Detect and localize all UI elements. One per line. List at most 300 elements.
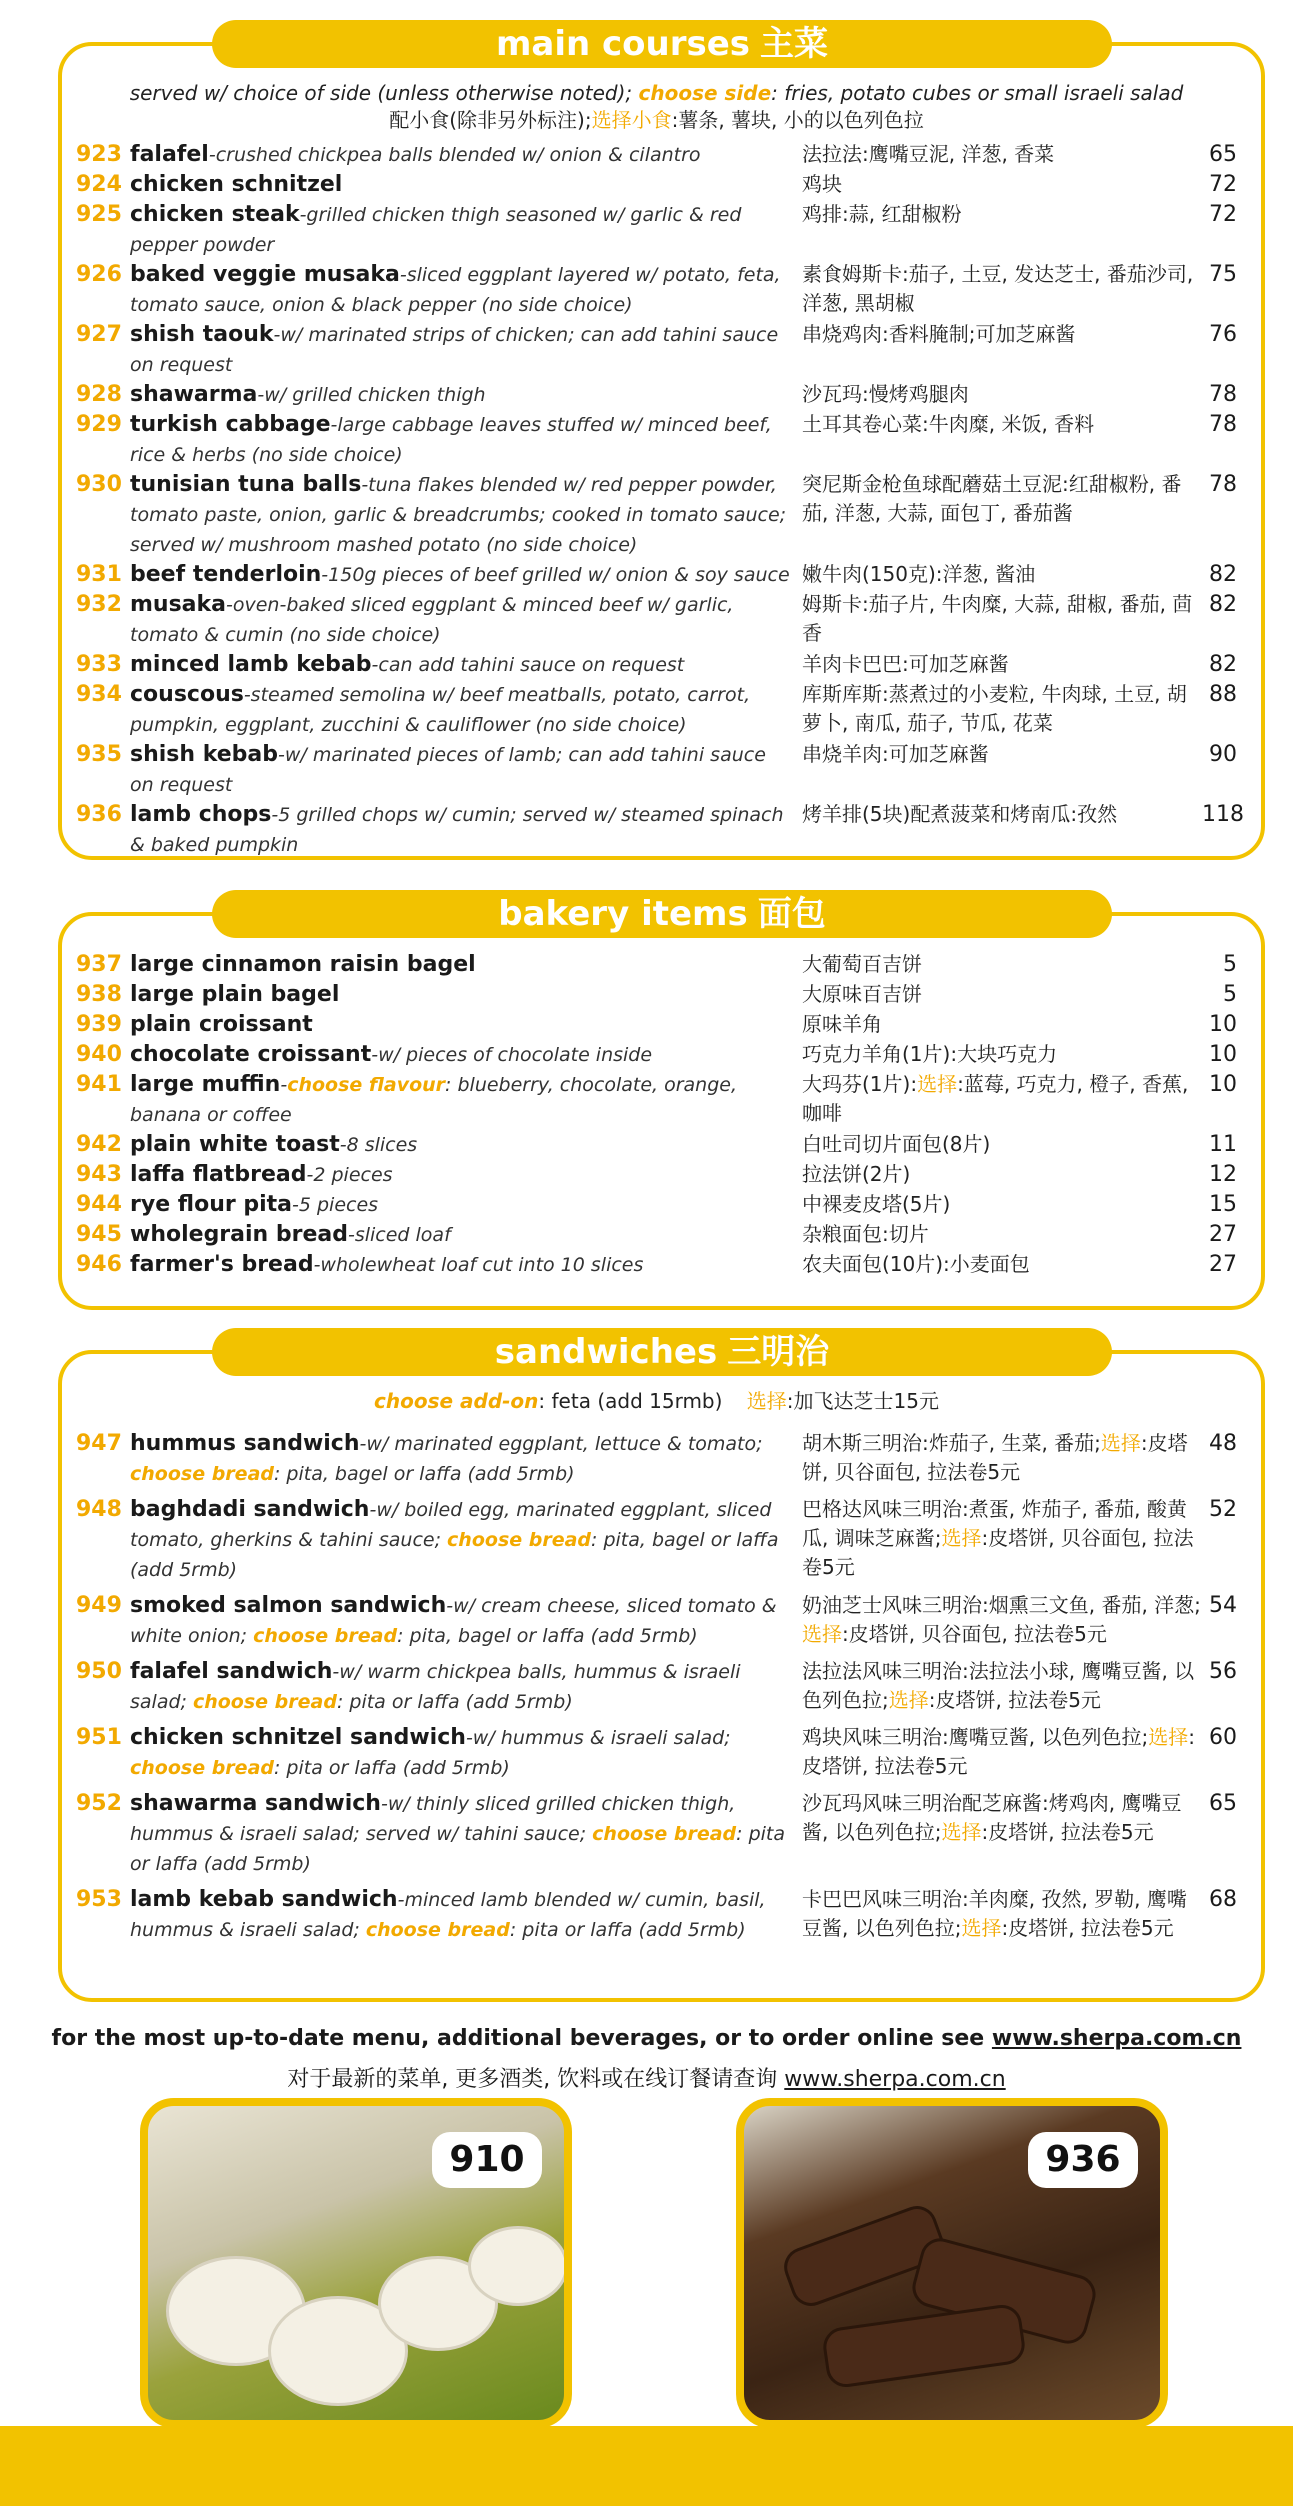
item-english xyxy=(130,320,802,380)
item-chinese xyxy=(802,650,1202,679)
menu-item xyxy=(76,1657,1237,1717)
item-chinese xyxy=(802,320,1202,349)
item-chinese xyxy=(802,1657,1202,1715)
item-name: smoked salmon sandwich xyxy=(130,1593,447,1618)
item-english xyxy=(130,1495,802,1585)
item-number: 924 xyxy=(76,172,122,197)
item-english xyxy=(130,1723,802,1783)
item-description-text: -w/ thinly sliced grilled chicken thigh, hummus & israeli salad; served w/ tahini sauce; xyxy=(130,1793,736,1845)
item-number: 928 xyxy=(76,382,122,407)
item-price: 82 xyxy=(1209,562,1237,587)
item-price: 88 xyxy=(1209,682,1237,707)
item-name: beef tenderloin xyxy=(130,562,322,587)
menu-item xyxy=(76,470,1237,560)
item-chinese-text: 中裸麦皮塔(5片) xyxy=(802,1192,951,1216)
item-description xyxy=(307,1164,393,1186)
item-chinese-text: 鸡块 xyxy=(802,172,842,196)
item-number: 926 xyxy=(76,262,122,287)
item-description xyxy=(257,384,485,406)
footer-url-link-zh[interactable]: www.sherpa.com.cn xyxy=(784,2067,1006,2092)
item-english xyxy=(130,1250,802,1280)
menu-item xyxy=(76,260,1237,320)
item-chinese-text: 大原味百吉饼 xyxy=(802,982,922,1006)
item-name: lamb chops xyxy=(130,802,272,827)
item-chinese-text: :皮塔饼, 拉法卷5元 xyxy=(981,1820,1154,1844)
item-description-highlight: choose flavour xyxy=(287,1074,446,1096)
item-price: 82 xyxy=(1209,592,1237,617)
item-price: 72 xyxy=(1209,172,1237,197)
sandwiches-title-zh: 三明治 xyxy=(727,1332,830,1372)
footer-text-en xyxy=(0,2026,1293,2051)
item-chinese xyxy=(802,950,1202,979)
item-price: 65 xyxy=(1209,1791,1237,1816)
item-english xyxy=(130,980,802,1010)
item-description-text: : pita or laffa (add 5rmb) xyxy=(509,1919,746,1941)
item-chinese-text: 烤羊排(5块)配煮菠菜和烤南瓜:孜然 xyxy=(802,802,1118,826)
item-english xyxy=(130,1010,802,1040)
item-chinese-text: 土耳其卷心菜:牛肉糜, 米饭, 香料 xyxy=(802,412,1095,436)
item-number: 945 xyxy=(76,1222,122,1247)
menu-item xyxy=(76,410,1237,470)
item-english xyxy=(130,140,802,170)
item-chinese xyxy=(802,200,1202,229)
item-name: laffa flatbread xyxy=(130,1162,307,1187)
item-chinese-text: 鸡块风味三明治:鹰嘴豆酱, 以色列色拉; xyxy=(802,1725,1149,1749)
item-description-highlight: choose bread xyxy=(592,1823,737,1845)
item-description-text: -8 slices xyxy=(339,1134,418,1156)
item-chinese xyxy=(802,1250,1202,1279)
item-description-text: -steamed semolina w/ beef meatballs, potato, carrot, pumpkin, eggplant, zucchini & cauliflower (no side choice) xyxy=(130,684,751,736)
item-description-text: : pita, bagel or laffa (add 5rmb) xyxy=(273,1463,575,1485)
item-chinese xyxy=(802,140,1202,169)
item-chinese xyxy=(802,260,1202,318)
item-name: plain croissant xyxy=(130,1012,313,1037)
item-description-text: -w/ cream cheese, sliced tomato & white onion; xyxy=(130,1595,777,1647)
item-name: rye flour pita xyxy=(130,1192,293,1217)
item-name: shish taouk xyxy=(130,322,274,347)
item-price: 75 xyxy=(1209,262,1237,287)
menu-item xyxy=(76,320,1237,380)
item-description-text: : pita, bagel or laffa (add 5rmb) xyxy=(130,1529,779,1581)
menu-item xyxy=(76,980,1237,1010)
item-description-text: - xyxy=(280,1074,288,1096)
item-english xyxy=(130,1429,802,1489)
item-chinese-text: 胡木斯三明治:炸茄子, 生菜, 番茄; xyxy=(802,1431,1101,1455)
item-number: 923 xyxy=(76,142,122,167)
item-chinese xyxy=(802,680,1202,738)
chop-shape xyxy=(821,2302,1027,2389)
item-description-highlight: choose bread xyxy=(253,1625,398,1647)
item-number: 936 xyxy=(76,802,122,827)
item-number: 937 xyxy=(76,952,122,977)
item-number: 930 xyxy=(76,472,122,497)
note-text: : feta (add 15rmb) xyxy=(538,1389,723,1413)
item-chinese-text: :皮塔饼, 贝谷面包, 拉法卷5元 xyxy=(802,1431,1188,1484)
item-description-text: -w/ marinated pieces of lamb; can add tahini sauce on request xyxy=(130,744,766,796)
item-name: chicken schnitzel sandwich xyxy=(130,1725,466,1750)
item-price: 5 xyxy=(1223,982,1237,1007)
menu-item xyxy=(76,1190,1237,1220)
item-number: 953 xyxy=(76,1887,122,1912)
item-description-text: -tuna flakes blended w/ red pepper powder, tomato paste, onion, garlic & breadcrumbs; cooked in tomato sauce; served w/ mushroom mashed potato (no side choice) xyxy=(130,474,787,556)
item-chinese-highlight: 选择 xyxy=(941,1820,982,1844)
item-chinese-text: 沙瓦玛:慢烤鸡腿肉 xyxy=(802,382,969,406)
item-description-text: -wholewheat loaf cut into 10 slices xyxy=(313,1254,644,1276)
footer-text-zh xyxy=(0,2062,1293,2093)
item-chinese-highlight: 选择 xyxy=(1148,1725,1189,1749)
item-name: large plain bagel xyxy=(130,982,340,1007)
item-price: 78 xyxy=(1209,412,1237,437)
main-courses-section xyxy=(58,24,1265,860)
item-number: 943 xyxy=(76,1162,122,1187)
main-courses-title: main courses xyxy=(495,24,751,64)
note-zh-text: :薯条, 薯块, 小的以色列色拉 xyxy=(671,108,924,132)
menu-item xyxy=(76,560,1237,590)
main-courses-title-zh: 主菜 xyxy=(760,24,829,64)
item-name: shawarma sandwich xyxy=(130,1791,381,1816)
item-description-text: -w/ hummus & israeli salad; xyxy=(465,1727,731,1749)
item-chinese-highlight: 选择 xyxy=(1100,1431,1141,1455)
item-price: 78 xyxy=(1209,472,1237,497)
menu-item xyxy=(76,800,1244,860)
item-description-text: -w/ marinated strips of chicken; can add tahini sauce on request xyxy=(130,324,779,376)
item-number: 949 xyxy=(76,1593,122,1618)
item-chinese-text: 卡巴巴风味三明治:羊肉糜, 孜然, 罗勒, 鹰嘴豆酱, 以色列色拉; xyxy=(802,1887,1187,1940)
item-chinese xyxy=(802,1789,1202,1847)
item-description-text: -5 grilled chops w/ cumin; served w/ steamed spinach & baked pumpkin xyxy=(130,804,784,856)
menu-item xyxy=(76,1723,1237,1783)
item-chinese-text: :皮塔饼, 拉法卷5元 xyxy=(802,1725,1195,1778)
item-price: 56 xyxy=(1209,1659,1237,1684)
item-number: 933 xyxy=(76,652,122,677)
item-english xyxy=(130,380,802,410)
menu-item xyxy=(76,1495,1237,1585)
photo-item-number: 910 xyxy=(432,2132,542,2188)
item-chinese-text: :蓝莓, 巧克力, 橙子, 香蕉, 咖啡 xyxy=(802,1072,1189,1125)
item-chinese xyxy=(802,1130,1202,1159)
note-zh-highlight: 选择 xyxy=(746,1389,787,1413)
item-chinese-highlight: 选择 xyxy=(941,1526,982,1550)
item-chinese-text: :皮塔饼, 拉法卷5元 xyxy=(928,1688,1101,1712)
item-chinese xyxy=(802,1070,1202,1128)
sandwiches-title: sandwiches xyxy=(494,1332,718,1372)
item-price: 10 xyxy=(1209,1012,1237,1037)
item-description xyxy=(314,1254,644,1276)
item-number: 939 xyxy=(76,1012,122,1037)
item-chinese xyxy=(802,1723,1202,1781)
item-chinese-text: 串烧羊肉:可加芝麻酱 xyxy=(802,742,989,766)
item-chinese xyxy=(802,740,1202,769)
item-description-highlight: choose bread xyxy=(130,1463,274,1485)
item-english xyxy=(130,1130,802,1160)
item-description-text: : pita or laffa (add 5rmb) xyxy=(273,1757,510,1779)
item-english xyxy=(130,590,802,650)
item-chinese-text: 巴格达风味三明治:煮蛋, 炸茄子, 番茄, 酸黄瓜, 调味芝麻酱; xyxy=(802,1497,1187,1550)
item-description-text: -w/ warm chickpea balls, hummus & israeli salad; xyxy=(130,1661,741,1713)
menu-item xyxy=(76,590,1237,650)
item-number: 950 xyxy=(76,1659,122,1684)
item-number: 927 xyxy=(76,322,122,347)
note-text: served w/ choice of side (unless otherwise noted); xyxy=(129,81,639,105)
item-english xyxy=(130,800,802,860)
item-name: minced lamb kebab xyxy=(130,652,372,677)
item-description-text: : blueberry, chocolate, orange, banana or coffee xyxy=(130,1074,738,1126)
sandwiches-note xyxy=(76,1388,1237,1415)
item-name: shawarma xyxy=(130,382,258,407)
item-chinese xyxy=(802,1495,1202,1582)
item-chinese-text: 大玛芬(1片): xyxy=(802,1072,918,1096)
menu-item xyxy=(76,200,1237,260)
menu-item xyxy=(76,1220,1237,1250)
bakery-list xyxy=(76,950,1237,1280)
item-description xyxy=(348,1224,451,1246)
menu-item xyxy=(76,1040,1237,1070)
menu-item xyxy=(76,950,1237,980)
bowl-shape xyxy=(468,2226,568,2306)
item-description-text: : pita or laffa (add 5rmb) xyxy=(130,1823,786,1875)
item-price: 11 xyxy=(1209,1132,1237,1157)
item-chinese-highlight: 选择 xyxy=(917,1072,958,1096)
item-chinese-text: :皮塔饼, 拉法卷5元 xyxy=(1001,1916,1174,1940)
item-chinese-highlight: 选择 xyxy=(888,1688,929,1712)
item-chinese-text: 农夫面包(10片):小麦面包 xyxy=(802,1252,1030,1276)
note-zh-highlight: 选择小食 xyxy=(591,108,672,132)
item-chinese-highlight: 选择 xyxy=(961,1916,1002,1940)
item-chinese xyxy=(802,380,1202,409)
item-english xyxy=(130,1070,802,1130)
footer-zh-text: 对于最新的菜单, 更多酒类, 饮料或在线订餐请查询 xyxy=(287,2067,785,2092)
item-price: 27 xyxy=(1209,1252,1237,1277)
item-number: 935 xyxy=(76,742,122,767)
item-chinese xyxy=(802,1220,1202,1249)
item-chinese-text: :皮塔饼, 贝谷面包, 拉法卷5元 xyxy=(802,1526,1194,1579)
item-description-text: -w/ boiled egg, marinated eggplant, sliced tomato, gherkins & tahini sauce; xyxy=(130,1499,772,1551)
bakery-section xyxy=(58,894,1265,1310)
item-chinese-text: 库斯库斯:蒸煮过的小麦粒, 牛肉球, 土豆, 胡萝卜, 南瓜, 茄子, 节瓜, 花菜 xyxy=(802,682,1187,735)
menu-item xyxy=(76,380,1237,410)
item-english xyxy=(130,1885,802,1945)
item-price: 72 xyxy=(1209,202,1237,227)
item-price: 15 xyxy=(1209,1192,1237,1217)
item-english xyxy=(130,950,802,980)
item-english xyxy=(130,200,802,260)
item-description-highlight: choose bread xyxy=(130,1757,274,1779)
menu-item xyxy=(76,680,1237,740)
item-number: 934 xyxy=(76,682,122,707)
menu-item xyxy=(76,1160,1237,1190)
item-english xyxy=(130,1220,802,1250)
menu-item xyxy=(76,1885,1237,1945)
bottom-yellow-band xyxy=(0,2426,1293,2506)
item-description-text: -150g pieces of beef grilled w/ onion & soy sauce xyxy=(321,564,790,586)
menu-item xyxy=(76,1010,1237,1040)
item-chinese xyxy=(802,800,1202,829)
item-description-text: -w/ pieces of chocolate inside xyxy=(371,1044,653,1066)
item-description-text: -oven-baked sliced eggplant & minced beef w/ garlic, tomato & cumin (no side choice) xyxy=(130,594,734,646)
item-price: 118 xyxy=(1202,802,1244,827)
sandwiches-section xyxy=(58,1332,1265,2002)
item-description-highlight: choose bread xyxy=(447,1529,592,1551)
photo-item-number: 936 xyxy=(1028,2132,1138,2188)
item-price: 90 xyxy=(1209,742,1237,767)
item-price: 76 xyxy=(1209,322,1237,347)
item-english xyxy=(130,470,802,560)
item-number: 931 xyxy=(76,562,122,587)
main-courses-note-zh xyxy=(76,107,1237,134)
menu-item xyxy=(76,1591,1237,1651)
menu-item xyxy=(76,1789,1237,1879)
item-chinese xyxy=(802,1010,1202,1039)
item-chinese xyxy=(802,590,1202,648)
item-chinese-text: 法拉法:鹰嘴豆泥, 洋葱, 香菜 xyxy=(802,142,1055,166)
item-number: 942 xyxy=(76,1132,122,1157)
item-chinese xyxy=(802,170,1202,199)
menu-item xyxy=(76,740,1237,800)
item-english xyxy=(130,1040,802,1070)
item-name: plain white toast xyxy=(130,1132,340,1157)
item-english xyxy=(130,410,802,470)
item-chinese-highlight: 选择 xyxy=(802,1622,842,1646)
item-name: farmer's bread xyxy=(130,1252,314,1277)
item-name: falafel sandwich xyxy=(130,1659,333,1684)
item-description-text: -w/ marinated eggplant, lettuce & tomato; xyxy=(359,1433,763,1455)
item-name: couscous xyxy=(130,682,244,707)
item-english xyxy=(130,260,802,320)
sandwiches-header xyxy=(212,1328,1112,1376)
item-chinese-text: 沙瓦玛风味三明治配芝麻酱:烤鸡肉, 鹰嘴豆酱, 以色列色拉; xyxy=(802,1791,1182,1844)
menu-item xyxy=(76,650,1237,680)
item-description-highlight: choose bread xyxy=(365,1919,510,1941)
item-name: baked veggie musaka xyxy=(130,262,400,287)
item-description-text: : pita or laffa (add 5rmb) xyxy=(336,1691,573,1713)
item-chinese xyxy=(802,1591,1202,1649)
footer-en-text: for the most up-to-date menu, additional beverages, or to order online see xyxy=(51,2026,992,2051)
item-chinese-text: 法拉法风味三明治:法拉法小球, 鹰嘴豆酱, 以色列色拉; xyxy=(802,1659,1195,1712)
item-price: 10 xyxy=(1209,1042,1237,1067)
item-number: 946 xyxy=(76,1252,122,1277)
item-description xyxy=(209,144,701,166)
item-description xyxy=(371,1044,652,1066)
item-chinese-text: 白吐司切片面包(8片) xyxy=(802,1132,991,1156)
item-description xyxy=(292,1194,378,1216)
menu-item xyxy=(76,1250,1237,1280)
lamb-chops-photo xyxy=(736,2098,1168,2428)
item-number: 948 xyxy=(76,1497,122,1522)
item-name: chocolate croissant xyxy=(130,1042,372,1067)
item-description-text: -sliced eggplant layered w/ potato, feta, tomato sauce, onion & black pepper (no side choice) xyxy=(130,264,781,316)
item-chinese-text: 巧克力羊角(1片):大块巧克力 xyxy=(802,1042,1058,1066)
item-name: hummus sandwich xyxy=(130,1431,360,1456)
item-chinese xyxy=(802,1429,1202,1487)
item-description xyxy=(340,1134,417,1156)
item-number: 944 xyxy=(76,1192,122,1217)
menu-item xyxy=(76,1130,1237,1160)
item-price: 54 xyxy=(1209,1593,1237,1618)
item-description-text: -large cabbage leaves stuffed w/ minced beef, rice & herbs (no side choice) xyxy=(130,414,772,466)
item-price: 10 xyxy=(1209,1072,1237,1097)
item-number: 940 xyxy=(76,1042,122,1067)
item-price: 27 xyxy=(1209,1222,1237,1247)
item-english xyxy=(130,560,802,590)
item-chinese-text: :皮塔饼, 贝谷面包, 拉法卷5元 xyxy=(842,1622,1107,1646)
item-chinese-text: 大葡萄百吉饼 xyxy=(802,952,922,976)
item-description-text: -can add tahini sauce on request xyxy=(371,654,685,676)
menu-item xyxy=(76,1429,1237,1489)
item-number: 951 xyxy=(76,1725,122,1750)
falafel-hummus-photo xyxy=(140,2098,572,2428)
item-english xyxy=(130,170,802,200)
bakery-title-zh: 面包 xyxy=(757,894,826,934)
item-chinese xyxy=(802,1040,1202,1069)
item-chinese-text: 姆斯卡:茄子片, 牛肉糜, 大蒜, 甜椒, 番茄, 茴香 xyxy=(802,592,1193,645)
item-name: wholegrain bread xyxy=(130,1222,348,1247)
item-description xyxy=(321,564,789,586)
footer-url-link[interactable]: www.sherpa.com.cn xyxy=(991,2026,1242,2051)
item-name: shish kebab xyxy=(130,742,279,767)
item-number: 952 xyxy=(76,1791,122,1816)
item-chinese-text: 串烧鸡肉:香料腌制;可加芝麻酱 xyxy=(802,322,1076,346)
item-number: 929 xyxy=(76,412,122,437)
item-number: 941 xyxy=(76,1072,122,1097)
item-description-text: : pita, bagel or laffa (add 5rmb) xyxy=(397,1625,698,1647)
sandwiches-note-zh xyxy=(747,1389,939,1413)
menu-item xyxy=(76,170,1237,200)
item-description xyxy=(372,654,685,676)
item-price: 68 xyxy=(1209,1887,1237,1912)
main-courses-note xyxy=(76,80,1237,107)
item-number: 947 xyxy=(76,1431,122,1456)
item-name: tunisian tuna balls xyxy=(130,472,362,497)
note-highlight: choose add-on xyxy=(374,1389,539,1413)
main-courses-header xyxy=(212,20,1112,68)
item-price: 48 xyxy=(1209,1431,1237,1456)
item-name: turkish cabbage xyxy=(130,412,331,437)
item-name: large cinnamon raisin bagel xyxy=(130,952,476,977)
item-description-text: -5 pieces xyxy=(292,1194,379,1216)
item-english xyxy=(130,1160,802,1190)
item-english xyxy=(130,1657,802,1717)
bakery-title: bakery items xyxy=(498,894,748,934)
item-number: 932 xyxy=(76,592,122,617)
item-chinese xyxy=(802,410,1202,439)
item-description-highlight: choose bread xyxy=(192,1691,337,1713)
note-highlight: choose side xyxy=(638,81,772,105)
item-chinese-text: 奶油芝士风味三明治:烟熏三文鱼, 番茄, 洋葱; xyxy=(802,1593,1201,1617)
item-price: 12 xyxy=(1209,1162,1237,1187)
item-chinese-text: 杂粮面包:切片 xyxy=(802,1222,929,1246)
item-english xyxy=(130,650,802,680)
item-price: 5 xyxy=(1223,952,1237,977)
item-chinese-text: 嫩牛肉(150克):洋葱, 酱油 xyxy=(802,562,1036,586)
note-text: : fries, potato cubes or small israeli salad xyxy=(771,81,1184,105)
item-chinese-text: 原味羊角 xyxy=(802,1012,882,1036)
item-description-text: -minced lamb blended w/ cumin, basil, hummus & israeli salad; xyxy=(130,1889,766,1941)
item-name: baghdadi sandwich xyxy=(130,1497,370,1522)
item-name: lamb kebab sandwich xyxy=(130,1887,398,1912)
item-description-text: -grilled chicken thigh seasoned w/ garlic & red pepper powder xyxy=(130,204,742,256)
item-price: 82 xyxy=(1209,652,1237,677)
item-chinese-text: 素食姆斯卡:茄子, 土豆, 发达芝士, 番茄沙司, 洋葱, 黑胡椒 xyxy=(802,262,1194,315)
item-chinese xyxy=(802,1885,1202,1943)
item-chinese xyxy=(802,470,1202,528)
item-chinese xyxy=(802,1160,1202,1189)
bakery-header xyxy=(212,890,1112,938)
item-name: falafel xyxy=(130,142,209,167)
item-chinese xyxy=(802,1190,1202,1219)
item-english xyxy=(130,1190,802,1220)
item-english xyxy=(130,740,802,800)
item-english xyxy=(130,1591,802,1651)
